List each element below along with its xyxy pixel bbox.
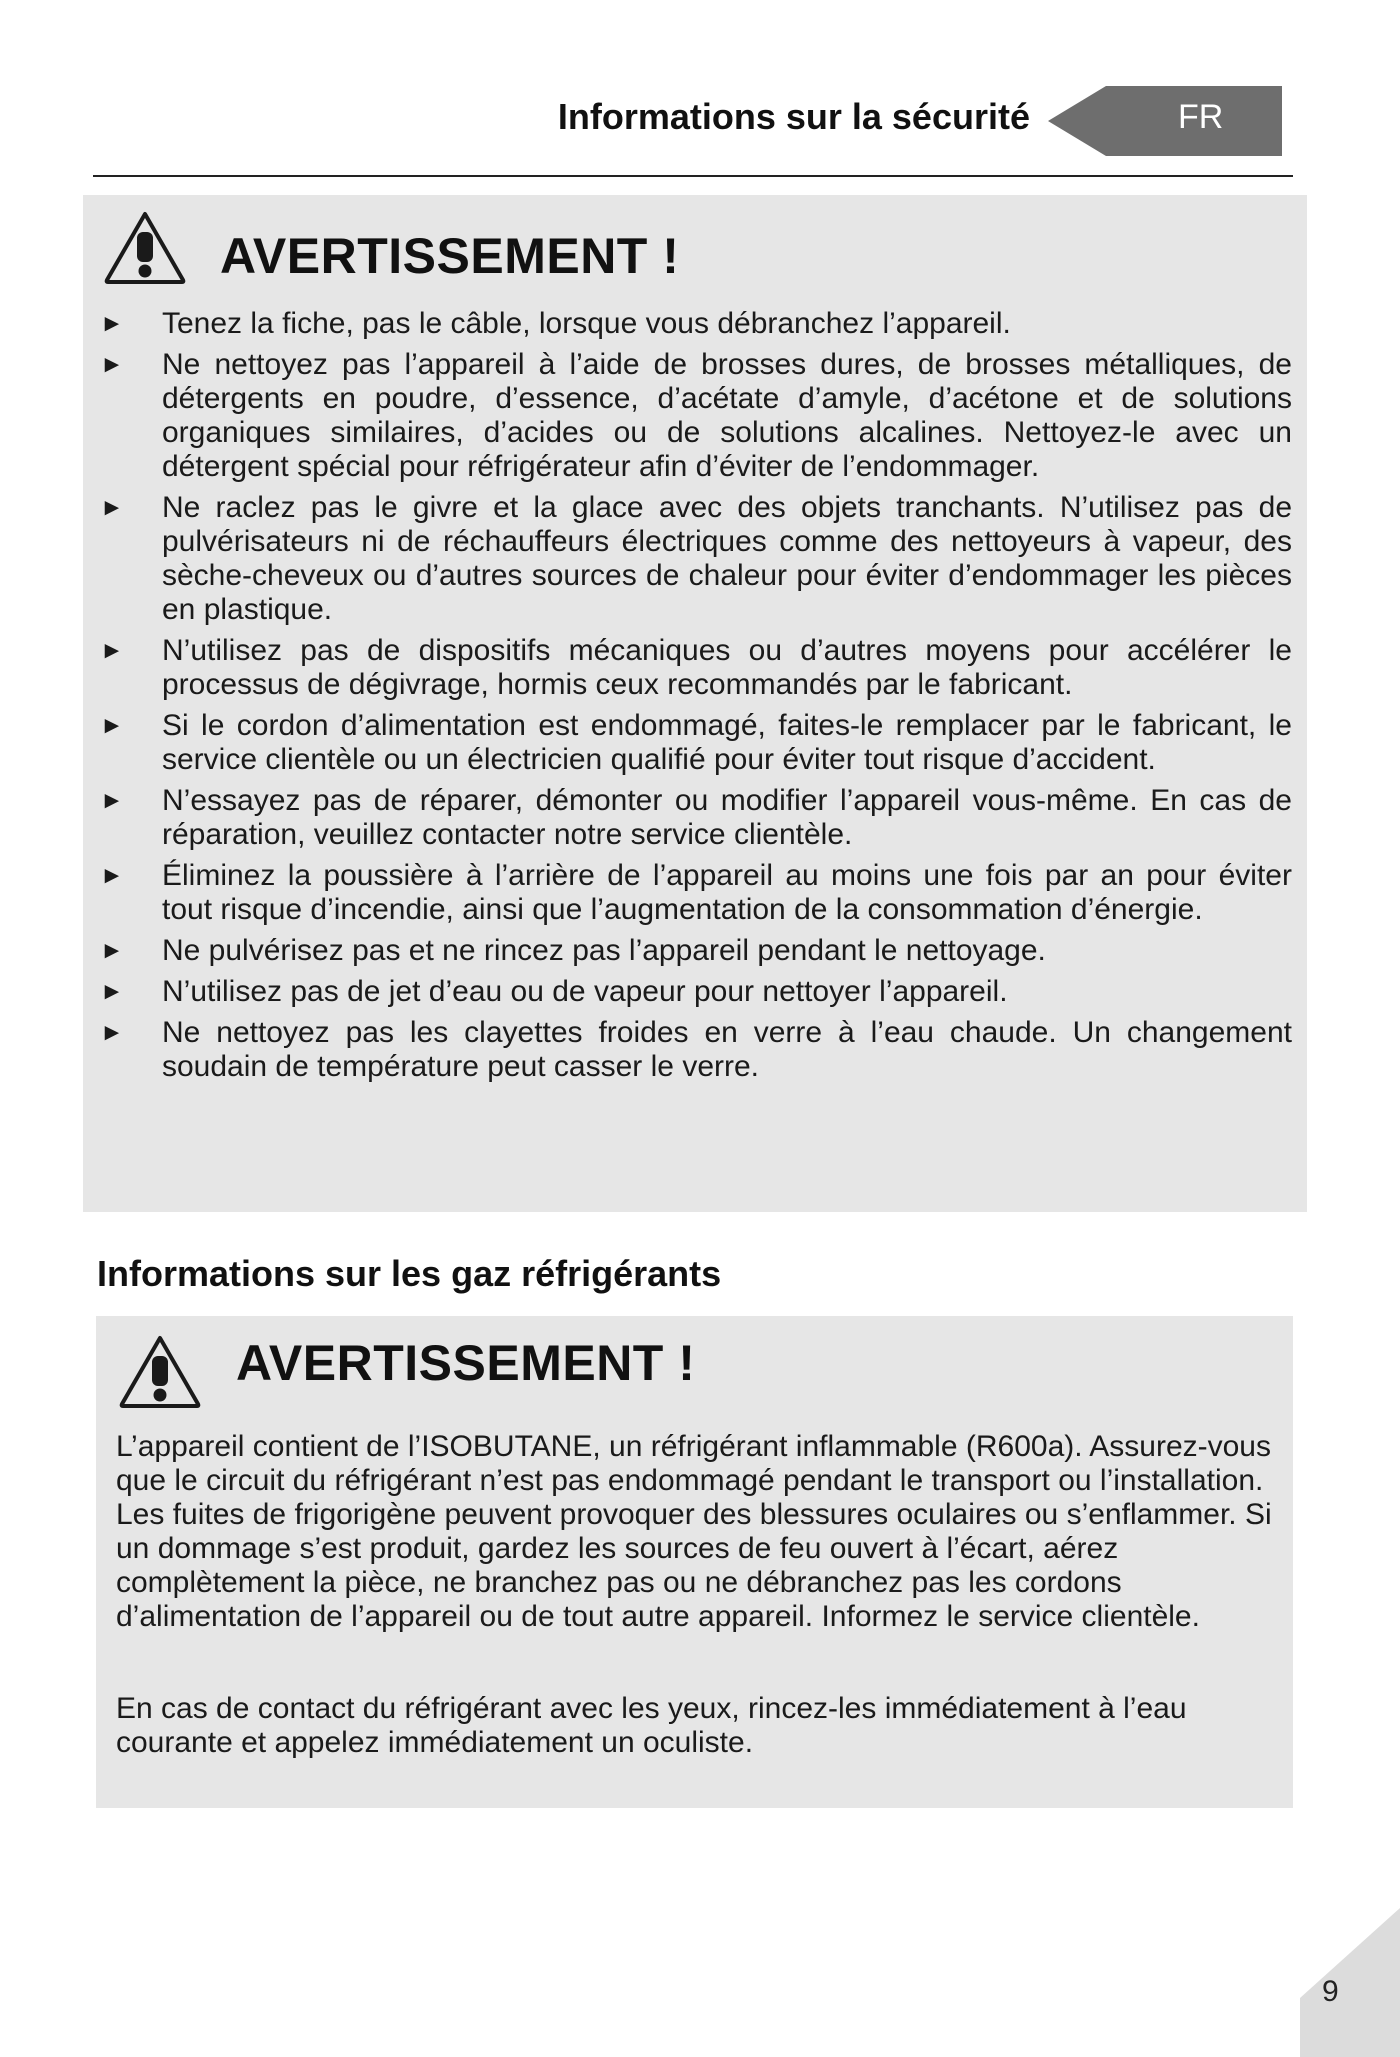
safety-warning-box — [83, 195, 1307, 1212]
triangle-right-icon: ► — [100, 787, 124, 814]
page-corner-shape — [1300, 1908, 1400, 2057]
list-item-text: N’essayez pas de réparer, démonter ou modifier l’appareil vous-même. En cas de réparation, veuillez contacter notre service clientèle. — [162, 784, 1292, 851]
list-item — [100, 491, 1292, 627]
triangle-right-icon: ► — [100, 937, 124, 964]
language-tab — [1048, 86, 1282, 156]
triangle-right-icon: ► — [100, 712, 124, 739]
warning-heading: AVERTISSEMENT ! — [236, 1335, 696, 1391]
language-label: FR — [1178, 98, 1224, 136]
list-item — [100, 784, 1292, 852]
list-item-text: Ne pulvérisez pas et ne rincez pas l’appareil pendant le nettoyage. — [162, 934, 1046, 967]
triangle-right-icon: ► — [100, 494, 124, 521]
list-item-text: N’utilisez pas de dispositifs mécaniques ou d’autres moyens pour accélérer le processus de dégivrage, hormis ceux recommandés par le fabricant. — [162, 634, 1292, 701]
safety-instructions-list — [100, 307, 1292, 1091]
refrigerant-section-title: Informations sur les gaz réfrigérants — [97, 1253, 722, 1294]
language-tab-shape — [1048, 86, 1282, 156]
triangle-right-icon: ► — [100, 351, 124, 378]
refrigerant-paragraph: L’appareil contient de l’ISOBUTANE, un réfrigérant inflammable (R600a). Assurez-vous que le circuit du réfrigérant n’est pas endommagé pendant le transport ou l’installation. Les fuites de frigorigène peuvent provoquer des blessures oculaires ou s’enflammer. Si un dommage s’est produit, gardez les sources de feu ouvert à l’écart, aérez complètement la pièce, ne branchez pas ou ne débranchez pas les cordons d’alimentation de l’appareil ou de tout autre appareil. Informez le service clientèle. — [116, 1430, 1272, 1633]
triangle-right-icon: ► — [100, 310, 124, 337]
refrigerant-warning-box — [96, 1316, 1293, 1808]
list-item — [100, 859, 1292, 927]
list-item — [100, 348, 1292, 484]
triangle-right-icon: ► — [100, 637, 124, 664]
warning-triangle-icon — [103, 210, 187, 286]
list-item — [100, 934, 1292, 968]
list-item-text: Tenez la fiche, pas le câble, lorsque vous débranchez l’appareil. — [162, 307, 1011, 340]
warning-heading: AVERTISSEMENT ! — [220, 228, 680, 284]
list-item-text: Ne nettoyez pas les clayettes froides en verre à l’eau chaude. Un changement soudain de température peut casser le verre. — [162, 1016, 1292, 1083]
triangle-right-icon: ► — [100, 1019, 124, 1046]
triangle-right-icon: ► — [100, 862, 124, 889]
triangle-right-icon: ► — [100, 978, 124, 1005]
list-item — [100, 1016, 1292, 1084]
list-item — [100, 709, 1292, 777]
list-item — [100, 634, 1292, 702]
list-item-text: N’utilisez pas de jet d’eau ou de vapeur pour nettoyer l’appareil. — [162, 975, 1008, 1008]
list-item — [100, 307, 1292, 341]
header-title: Informations sur la sécurité — [557, 96, 1030, 137]
header-divider — [93, 175, 1293, 177]
list-item-text: Ne raclez pas le givre et la glace avec des objets tranchants. N’utilisez pas de pulvérisateurs ni de réchauffeurs électriques comme des nettoyeurs à vapeur, des sèche-cheveux ou d’autres sources de chaleur pour éviter d’endommager les pièces en plastique. — [162, 491, 1292, 626]
list-item-text: Si le cordon d’alimentation est endommagé, faites-le remplacer par le fabricant, le service clientèle ou un électricien qualifié pour éviter tout risque d’accident. — [162, 709, 1292, 776]
list-item-text: Ne nettoyez pas l’appareil à l’aide de brosses dures, de brosses métalliques, de détergents en poudre, d’essence, d’acétate d’amyle, d’acétone et de solutions organiques similaires, d’acides ou de solutions alcalines. Nettoyez-le avec un détergent spécial pour réfrigérateur afin d’éviter de l’endommager. — [162, 348, 1292, 483]
list-item — [100, 975, 1292, 1009]
list-item-text: Éliminez la poussière à l’arrière de l’appareil au moins une fois par an pour éviter tout risque d’incendie, ainsi que l’augmentation de la consommation d’énergie. — [162, 859, 1292, 926]
refrigerant-paragraph: En cas de contact du réfrigérant avec les yeux, rincez-les immédiatement à l’eau courante et appelez immédiatement un oculiste. — [116, 1692, 1187, 1759]
warning-triangle-icon — [118, 1334, 202, 1410]
page-number: 9 — [1322, 1975, 1339, 2008]
